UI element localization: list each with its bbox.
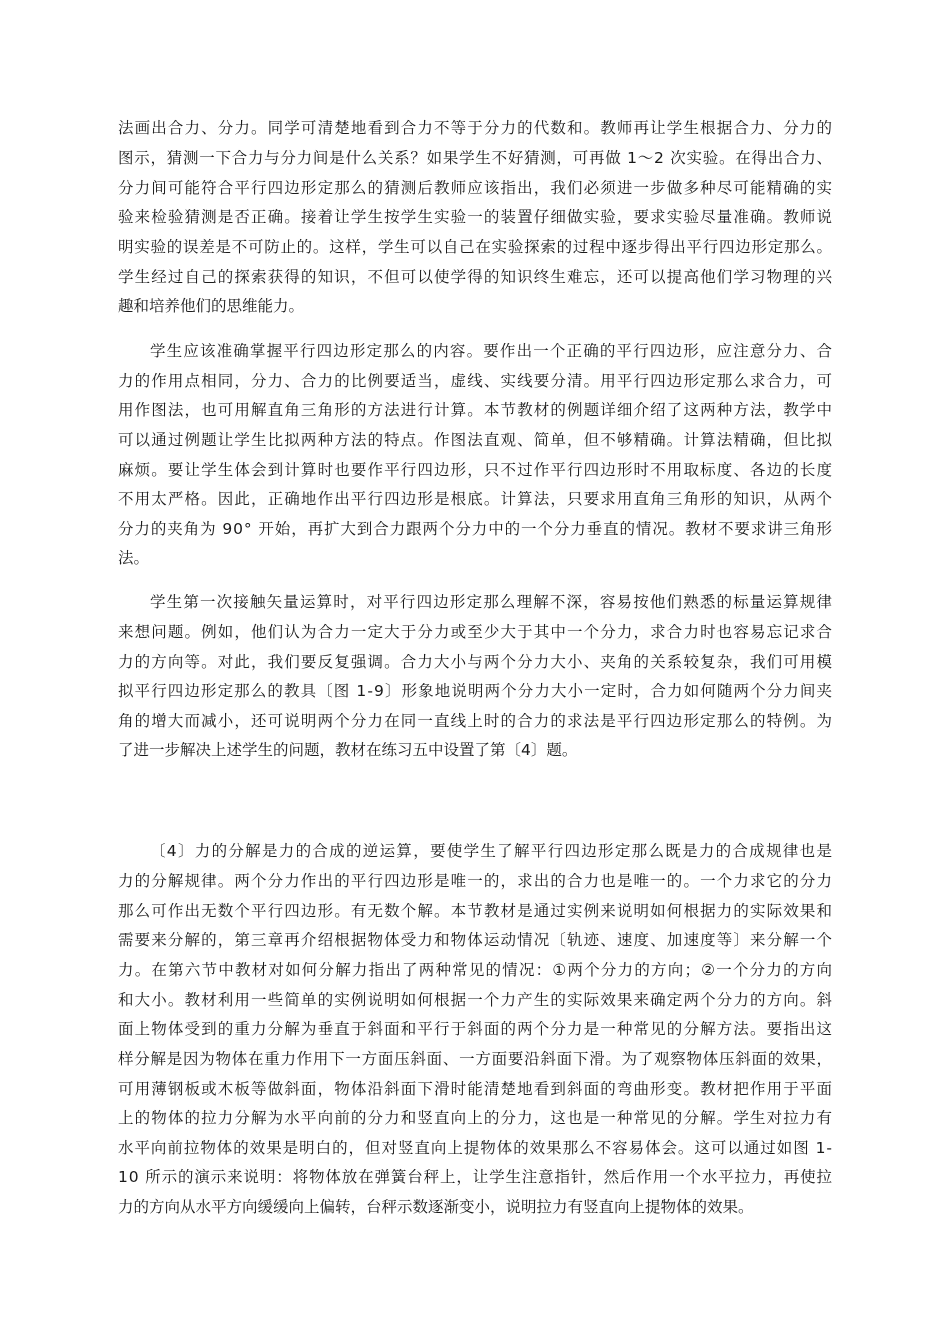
paragraph-line: 上的物体的拉力分解为水平向前的分力和竖直向上的分力，这也是一种常见的分解。学生对拉力有 xyxy=(118,1109,834,1127)
paragraph-line: 样分解是因为物体在重力作用下一方面压斜面、一方面要沿斜面下滑。为了观察物体压斜面的效果， xyxy=(118,1050,833,1068)
paragraph-line: 学生应该准确掌握平行四边形定那么的内容。要作出一个正确的平行四边形，应注意分力、合 xyxy=(150,342,834,360)
paragraph-line: 面上物体受到的重力分解为垂直于斜面和平行于斜面的两个分力是一种常见的分解方法。要指出这 xyxy=(118,1020,834,1038)
paragraph-line: 力。在第六节中教材对如何分解力指出了两种常见的情况：①两个分力的方向；②一个分力的方向 xyxy=(118,961,834,979)
paragraph-line: 和大小。教材利用一些简单的实例说明如何根据一个力产生的实际效果来确定两个分力的方向。斜 xyxy=(118,991,834,1009)
paragraph-line: 可用薄钢板或木板等做斜面，物体沿斜面下滑时能清楚地看到斜面的弯曲形变。教材把作用于平面 xyxy=(118,1080,834,1098)
paragraph-line: 了进一步解决上述学生的问题，教材在练习五中设置了第〔4〕题。 xyxy=(118,741,578,759)
paragraph-line: 用作图法，也可用解直角三角形的方法进行计算。本节教材的例题详细介绍了这两种方法，教学中 xyxy=(118,401,834,419)
paragraph-line: 角的增大而减小，还可说明两个分力在同一直线上时的合力的求法是平行四边形定那么的特例。为 xyxy=(118,712,834,730)
paragraph-line: 力的分解规律。两个分力作出的平行四边形是唯一的，求出的合力也是唯一的。一个力求它的分力 xyxy=(118,872,834,890)
paragraph-line: 力的方向从水平方向缓缓向上偏转，台秤示数逐渐变小，说明拉力有竖直向上提物体的效果。 xyxy=(118,1198,754,1216)
paragraph-line: 分力的夹角为 90° 开始，再扩大到合力跟两个分力中的一个分力垂直的情况。教材不要求讲三角形 xyxy=(118,520,833,538)
paragraph-line: 学生第一次接触矢量运算时，对平行四边形定那么理解不深，容易按他们熟悉的标量运算规律 xyxy=(150,593,834,611)
paragraph-line: 明实验的误差是不可防止的。这样，学生可以自己在实验探索的过程中逐步得出平行四边形定那么。 xyxy=(118,238,833,256)
paragraph-line: 法画出合力、分力。同学可清楚地看到合力不等于分力的代数和。教师再让学生根据合力、分力的 xyxy=(118,119,834,137)
paragraph-line: 力的方向等。对此，我们要反复强调。合力大小与两个分力大小、夹角的关系较复杂，我们可用模 xyxy=(118,653,834,671)
paragraph-line: 那么可作出无数个平行四边形。有无数个解。本节教材是通过实例来说明如何根据力的实际效果和 xyxy=(118,902,834,920)
paragraph-line: 拟平行四边形定那么的教具〔图 1-9〕形象地说明两个分力大小一定时，合力如何随两个分力间夹 xyxy=(118,682,834,700)
paragraph-line: 趣和培养他们的思维能力。 xyxy=(118,297,305,315)
paragraph-line: 不用太严格。因此，正确地作出平行四边形是根底。计算法，只要求用直角三角形的知识，从两个 xyxy=(118,490,834,508)
paragraph-line: 麻烦。要让学生体会到计算时也要作平行四边形，只不过作平行四边形时不用取标度、各边的长度 xyxy=(118,461,834,479)
paragraph-line: 来想问题。例如，他们认为合力一定大于分力或至少大于其中一个分力，求合力时也容易忘记求合 xyxy=(118,623,834,641)
paragraph-line: 学生经过自己的探索获得的知识，不但可以使学得的知识终生难忘，还可以提高他们学习物理的兴 xyxy=(118,268,834,286)
paragraph-line: 可以通过例题让学生比拟两种方法的特点。作图法直观、简单，但不够精确。计算法精确，但比拟 xyxy=(118,431,834,449)
paragraph-line: 〔4〕力的分解是力的合成的逆运算，要使学生了解平行四边形定那么既是力的合成规律也是 xyxy=(150,842,834,860)
paragraph-line: 法。 xyxy=(118,549,150,567)
paragraph-line: 需要来分解的，第三章再介绍根据物体受力和物体运动情况〔轨迹、速度、加速度等〕来分解一个 xyxy=(118,931,834,949)
paragraph-line: 水平向前拉物体的效果是明白的，但对竖直向上提物体的效果那么不容易体会。这可以通过如图 1- xyxy=(118,1139,833,1157)
paragraph-line: 图示，猜测一下合力与分力间是什么关系？如果学生不好猜测，可再做 1～2 次实验。在得出合力、 xyxy=(118,149,833,167)
paragraph-line: 10 所示的演示来说明：将物体放在弹簧台秤上，让学生注意指针，然后作用一个水平拉力，再使拉 xyxy=(118,1168,833,1186)
paragraph-line: 力的作用点相同，分力、合力的比例要适当，虚线、实线要分清。用平行四边形定那么求合力，可 xyxy=(118,372,834,390)
paragraph-line: 分力间可能符合平行四边形定那么的猜测后教师应该指出，我们必须进一步做多种尽可能精确的实 xyxy=(118,179,834,197)
paragraph-line: 验来检验猜测是否正确。接着让学生按学生实验一的装置仔细做实验，要求实验尽量准确。教师说 xyxy=(118,208,834,226)
